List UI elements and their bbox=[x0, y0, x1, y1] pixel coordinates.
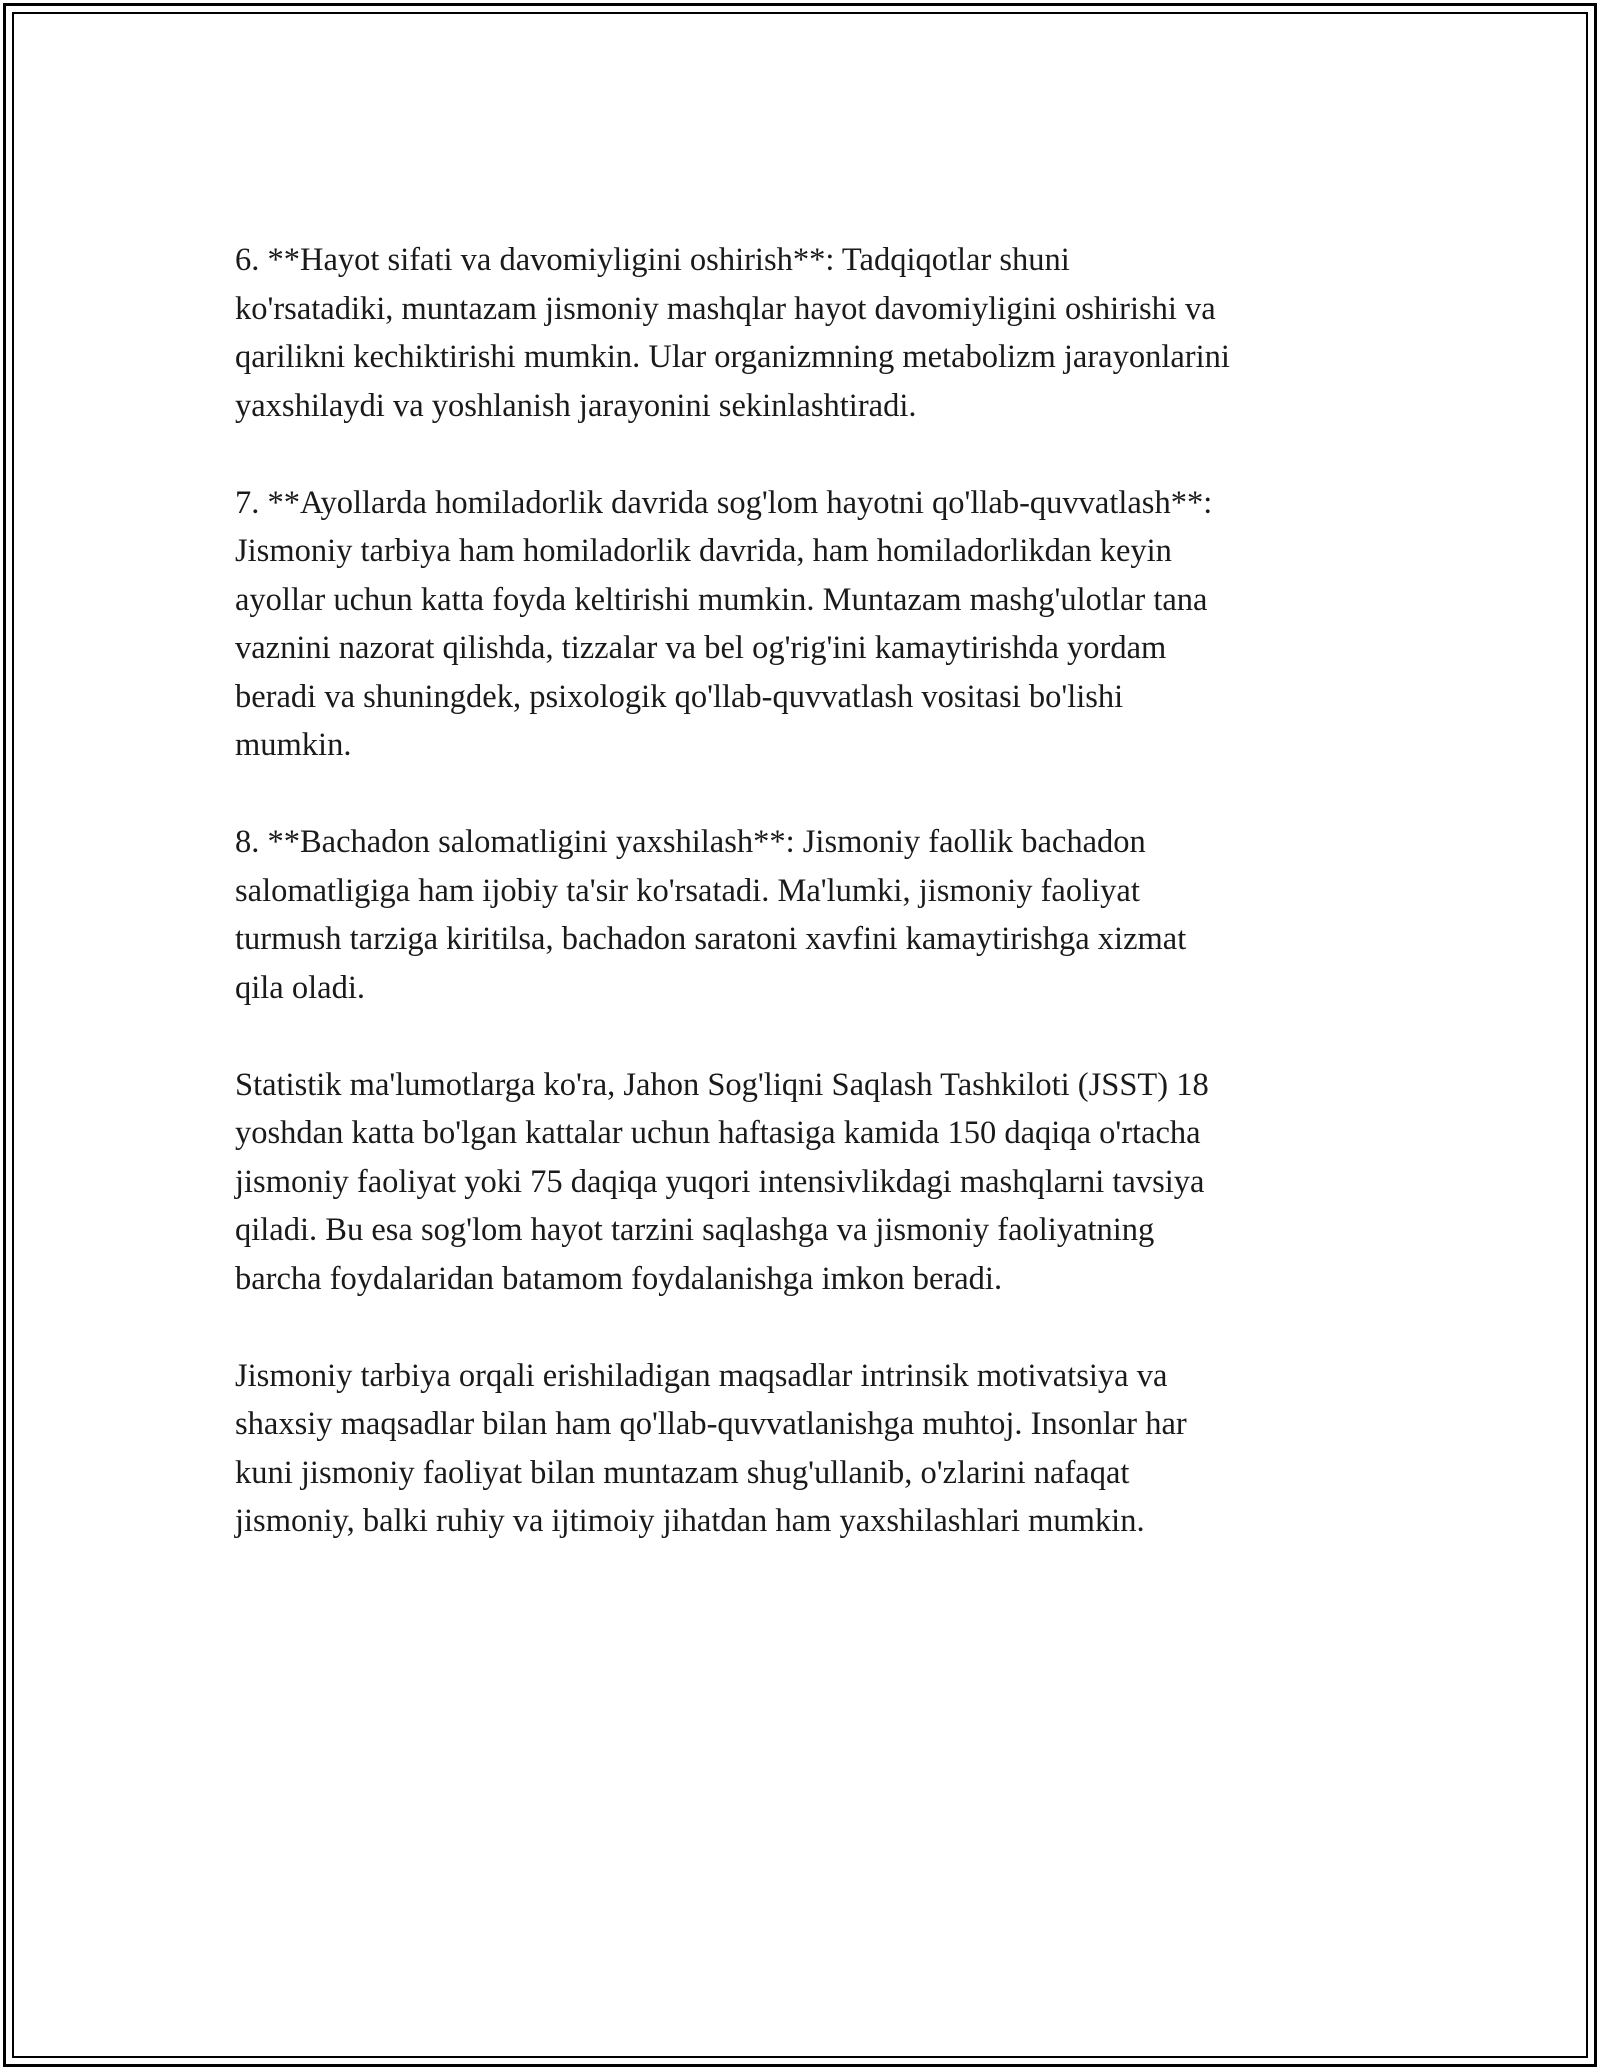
paragraph-statistics: Statistik ma'lumotlarga ko'ra, Jahon Sog'liqni Saqlash Tashkiloti (JSST) 18 yoshdan katta bo'lgan kattalar uchun haftasiga kamida 150 daqiqa o'rtacha jismoniy faoliyat yoki 75 daqiqa yuqori intensivlikdagi mashqlarni tavsiya qiladi. Bu esa sog'lom hayot tarzini saqlashga va jismoniy faoliyatning barcha foydalaridan batamom foydalanishga imkon beradi. bbox=[235, 1066, 1209, 1297]
paragraph-item-6: 6. **Hayot sifati va davomiyligini oshirish**: Tadqiqotlar shuni ko'rsatadiki, muntazam jismoniy mashqlar hayot davomiyligini oshirishi va qarilikni kechiktirishi mumkin. Ular organizmning metabolizm jarayonlarini yaxshilaydi va yoshlanish jarayonini sekinlashtiradi. bbox=[235, 242, 1230, 424]
document-body bbox=[235, 236, 1370, 1594]
paragraph-item-7: 7. **Ayollarda homiladorlik davrida sog'lom hayotni qo'llab-quvvatlash**: Jismoniy tarbiya ham homiladorlik davrida, ham homiladorlikdan keyin ayollar uchun katta foyda keltirishi mumkin. Muntazam mashg'ulotlar tana vaznini nazorat qilishda, tizzalar va bel og'rig'ini kamaytirishda yordam beradi va shuningdek, psixologik qo'llab-quvvatlash vositasi bo'lishi mumkin. bbox=[235, 484, 1213, 763]
paragraph-item-8: 8. **Bachadon salomatligini yaxshilash**: Jismoniy faollik bachadon salomatligiga ham ijobiy ta'sir ko'rsatadi. Ma'lumki, jismoniy faoliyat turmush tarziga kiritilsa, bachadon saratoni xavfini kamaytirishga xizmat qila oladi. bbox=[235, 824, 1187, 1006]
paragraph-conclusion: Jismoniy tarbiya orqali erishiladigan maqsadlar intrinsik motivatsiya va shaxsiy maqsadlar bilan ham qo'llab-quvvatlanishga muhtoj. Insonlar har kuni jismoniy faoliyat bilan muntazam shug'ullanib, o'zlarini nafaqat jismoniy, balki ruhiy va ijtimoiy jihatdan ham yaxshilashlari mumkin. bbox=[235, 1357, 1187, 1539]
